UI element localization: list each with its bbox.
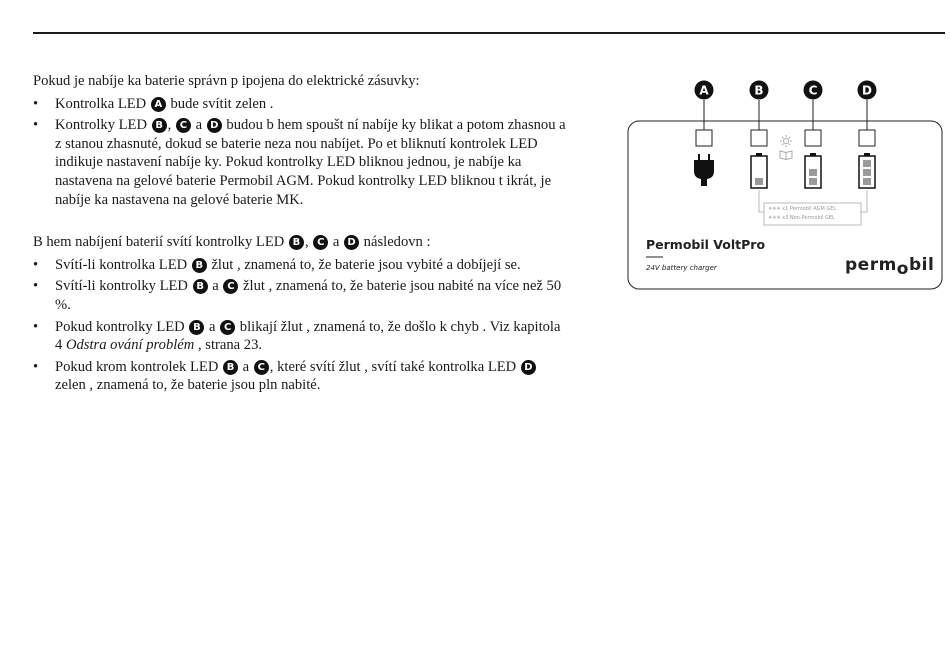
legend-line-1: ✳✳✳ x1 Permobil AGM GEL — [768, 206, 837, 212]
led-badge-c: C — [254, 360, 269, 375]
led-c — [805, 130, 821, 146]
list-item-text: bude svítit zelen . — [166, 95, 274, 112]
led-badge-b: B — [192, 258, 207, 273]
chapter-reference: Odstra ování problém — [65, 337, 195, 354]
led-startup-list — [33, 95, 568, 210]
list-item — [33, 256, 568, 275]
list-item-text: Kontrolka LED — [55, 95, 150, 112]
top-rule — [33, 32, 945, 34]
list-item-text: a — [208, 278, 223, 295]
led-badge-b: B — [193, 279, 208, 294]
battery-full-icon — [859, 153, 875, 188]
list-item — [33, 277, 568, 314]
list-item-text: a — [205, 318, 220, 335]
paragraph-text: , — [304, 234, 313, 251]
label-a-text: A — [699, 83, 709, 98]
label-d-text: D — [862, 83, 872, 98]
list-item-text: žlut , znamená to, že baterie jsou vybité a dobíjejí se. — [207, 256, 521, 273]
led-badge-d: D — [207, 118, 222, 133]
legend-line-2: ✳✳✳ x3 Non-Permobil GEL — [768, 215, 835, 221]
list-item-text: Kontrolky LED — [55, 117, 151, 134]
paragraph-text: a — [329, 234, 344, 251]
document-body — [33, 72, 568, 398]
led-badge-c: C — [220, 320, 235, 335]
led-badge-d: D — [521, 360, 536, 375]
list-item-text: a — [191, 117, 206, 134]
list-item — [33, 318, 568, 355]
charger-diagram — [626, 74, 944, 292]
charger-subtitle: 24V battery charger — [646, 264, 717, 272]
led-badge-b: B — [289, 235, 304, 250]
label-b — [750, 81, 769, 100]
list-item-text: Svítí-li kontrolky LED — [55, 278, 192, 295]
list-item-text: Svítí-li kontrolka LED — [55, 256, 191, 273]
list-item — [33, 95, 568, 114]
led-badge-c: C — [223, 279, 238, 294]
list-item — [33, 358, 568, 395]
label-c — [804, 81, 823, 100]
list-item-text: Pokud kontrolky LED — [55, 318, 189, 335]
label-c-text: C — [808, 83, 818, 98]
led-badge-b: B — [189, 320, 204, 335]
led-a — [696, 130, 712, 146]
list-item-text: a — [239, 358, 253, 375]
charger-title: Permobil VoltPro — [646, 237, 766, 252]
paragraph-text: následovn : — [360, 234, 431, 251]
battery-half-icon — [805, 153, 821, 188]
intro-paragraph: Pokud je nabíje ka baterie správn p ipojena do elektrické zásuvky: — [33, 73, 420, 89]
led-badge-c: C — [176, 118, 191, 133]
led-d — [859, 130, 875, 146]
list-item-text: budou b hem spoušt ní nabíje ky blikat a potom zhasnou a z stanou zhasnuté, dokud se baterie neza nou nabíjet. Po et bliknutí kontrolek LED indikuje nastavení nabíje ky. Pokud kontrolky LED bliknou jednou, je nabíje ka nastavena na gelové baterie Permobil AGM. Pokud kontrolky LED bliknou t ikrát, je nabíje ka nastavena na gelové baterie MK. — [55, 117, 566, 208]
led-b — [751, 130, 767, 146]
led-badge-b: B — [223, 360, 238, 375]
paragraph-text: B hem nabíjení baterií svítí kontrolky LED — [33, 234, 288, 251]
led-charging-list — [33, 256, 568, 395]
led-badge-d: D — [344, 235, 359, 250]
label-b-text: B — [754, 83, 764, 98]
battery-empty-icon — [751, 153, 767, 188]
led-badge-c: C — [313, 235, 328, 250]
list-item-text: zelen , znamená to, že baterie jsou pln nabité. — [55, 377, 321, 394]
led-badge-a: A — [151, 97, 166, 112]
list-item-text: žlut , znamená to, že baterie jsou nabité na více než 50 %. — [55, 278, 562, 313]
list-item-text: , které svítí žlut , svítí také kontrolka LED — [269, 358, 520, 375]
charging-paragraph — [33, 233, 568, 252]
label-d — [858, 81, 877, 100]
led-badge-b: B — [152, 118, 167, 133]
list-item-text: Pokud krom kontrolek LED — [55, 358, 223, 375]
label-a — [695, 81, 714, 100]
permobil-logo: permobil — [845, 255, 935, 279]
list-item — [33, 116, 568, 209]
list-item-text: , strana 23. — [194, 337, 263, 354]
list-item-text: blikají žlut , znamená to, že došlo k chyb . Viz kapitola 4 — [55, 318, 561, 354]
list-item-text: , — [167, 117, 175, 134]
